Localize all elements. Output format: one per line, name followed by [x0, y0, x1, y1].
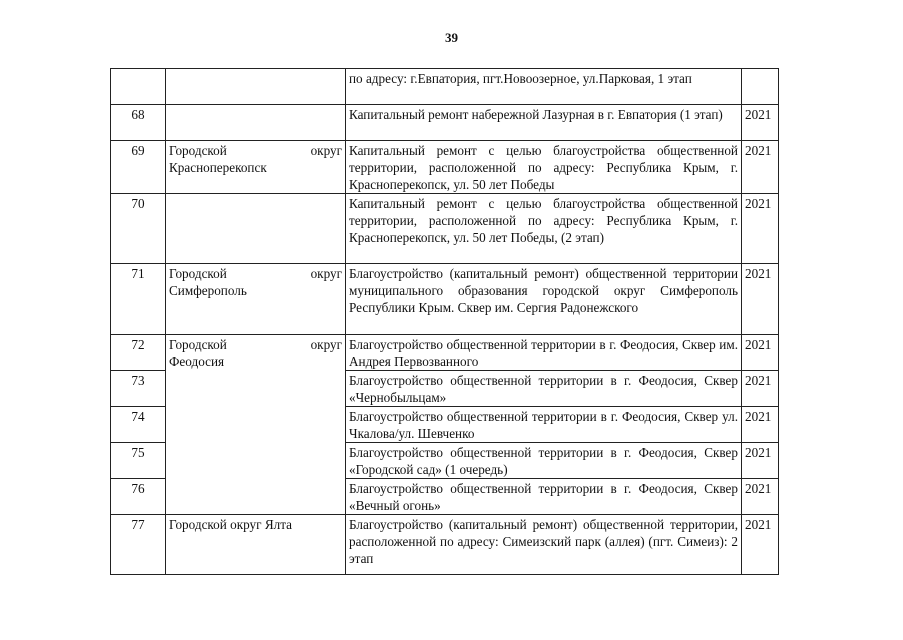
project-description: Благоустройство общественной территории в г. Феодосия, Сквер «Чернобыльцам»	[346, 371, 742, 407]
project-description: Капитальный ремонт набережной Лазурная в г. Евпатория (1 этап)	[346, 105, 742, 141]
row-number: 75	[111, 443, 166, 479]
table-row	[111, 105, 779, 141]
page-number: 39	[445, 30, 458, 45]
row-number: 77	[111, 515, 166, 575]
row-number	[111, 69, 166, 105]
row-number: 71	[111, 264, 166, 335]
district-cell	[166, 194, 346, 264]
project-description: Капитальный ремонт с целью благоустройства общественной территории, расположенной по адресу: Республика Крым, г. Красноперекопск, ул. 50 лет Победы	[346, 141, 742, 194]
year-cell: 2021	[742, 407, 779, 443]
district-name-line2: Красноперекопск	[169, 160, 267, 175]
year-cell: 2021	[742, 335, 779, 371]
project-description: по адресу: г.Евпатория, пгт.Новоозерное, ул.Парковая, 1 этап	[346, 69, 742, 105]
year-cell: 2021	[742, 105, 779, 141]
district-name-line1: Городской округ Ялта	[169, 517, 292, 532]
year-cell: 2021	[742, 194, 779, 264]
district-cell	[166, 264, 346, 335]
year-cell	[742, 69, 779, 105]
district-cell	[166, 105, 346, 141]
district-name-line2: Феодосия	[169, 354, 225, 369]
year-cell: 2021	[742, 443, 779, 479]
row-number: 73	[111, 371, 166, 407]
year-cell: 2021	[742, 141, 779, 194]
project-description: Благоустройство (капитальный ремонт) общественной территории, расположенной по адресу: Симеизский парк (аллея) (пгт. Симеиз): 2 этап	[346, 515, 742, 575]
district-cell	[166, 515, 346, 575]
project-description: Благоустройство общественной территории в г. Феодосия, Сквер ул. Чкалова/ул. Шевченко	[346, 407, 742, 443]
row-number: 74	[111, 407, 166, 443]
district-cell	[166, 141, 346, 194]
project-description: Благоустройство общественной территории в г. Феодосия, Сквер «Вечный огонь»	[346, 479, 742, 515]
table-row	[111, 69, 779, 105]
district-name-line1: Городской округ	[169, 337, 342, 352]
district-cell	[166, 69, 346, 105]
row-number: 72	[111, 335, 166, 371]
year-cell: 2021	[742, 515, 779, 575]
year-cell: 2021	[742, 479, 779, 515]
projects-table	[110, 68, 779, 575]
project-description: Благоустройство (капитальный ремонт) общественной территории муниципального образования городской округ Симферополь Республики Крым. Сквер им. Сергия Радонежского	[346, 264, 742, 335]
project-description: Благоустройство общественной территории в г. Феодосия, Сквер «Городской сад» (1 очередь)	[346, 443, 742, 479]
table-row	[111, 141, 779, 194]
district-name-line2: Симферополь	[169, 283, 247, 298]
row-number: 69	[111, 141, 166, 194]
district-name-line1: Городской округ	[169, 143, 342, 158]
row-number: 70	[111, 194, 166, 264]
project-description: Капитальный ремонт с целью благоустройства общественной территории, расположенной по адресу: Республика Крым, г. Красноперекопск, ул. 50 лет Победы, (2 этап)	[346, 194, 742, 264]
table-row	[111, 335, 779, 371]
row-number: 76	[111, 479, 166, 515]
table-row	[111, 264, 779, 335]
year-cell: 2021	[742, 264, 779, 335]
year-cell: 2021	[742, 371, 779, 407]
district-cell	[166, 335, 346, 515]
row-number: 68	[111, 105, 166, 141]
table-row	[111, 194, 779, 264]
project-description: Благоустройство общественной территории в г. Феодосия, Сквер им. Андрея Первозванного	[346, 335, 742, 371]
table-row	[111, 515, 779, 575]
district-name-line1: Городской округ	[169, 266, 342, 281]
